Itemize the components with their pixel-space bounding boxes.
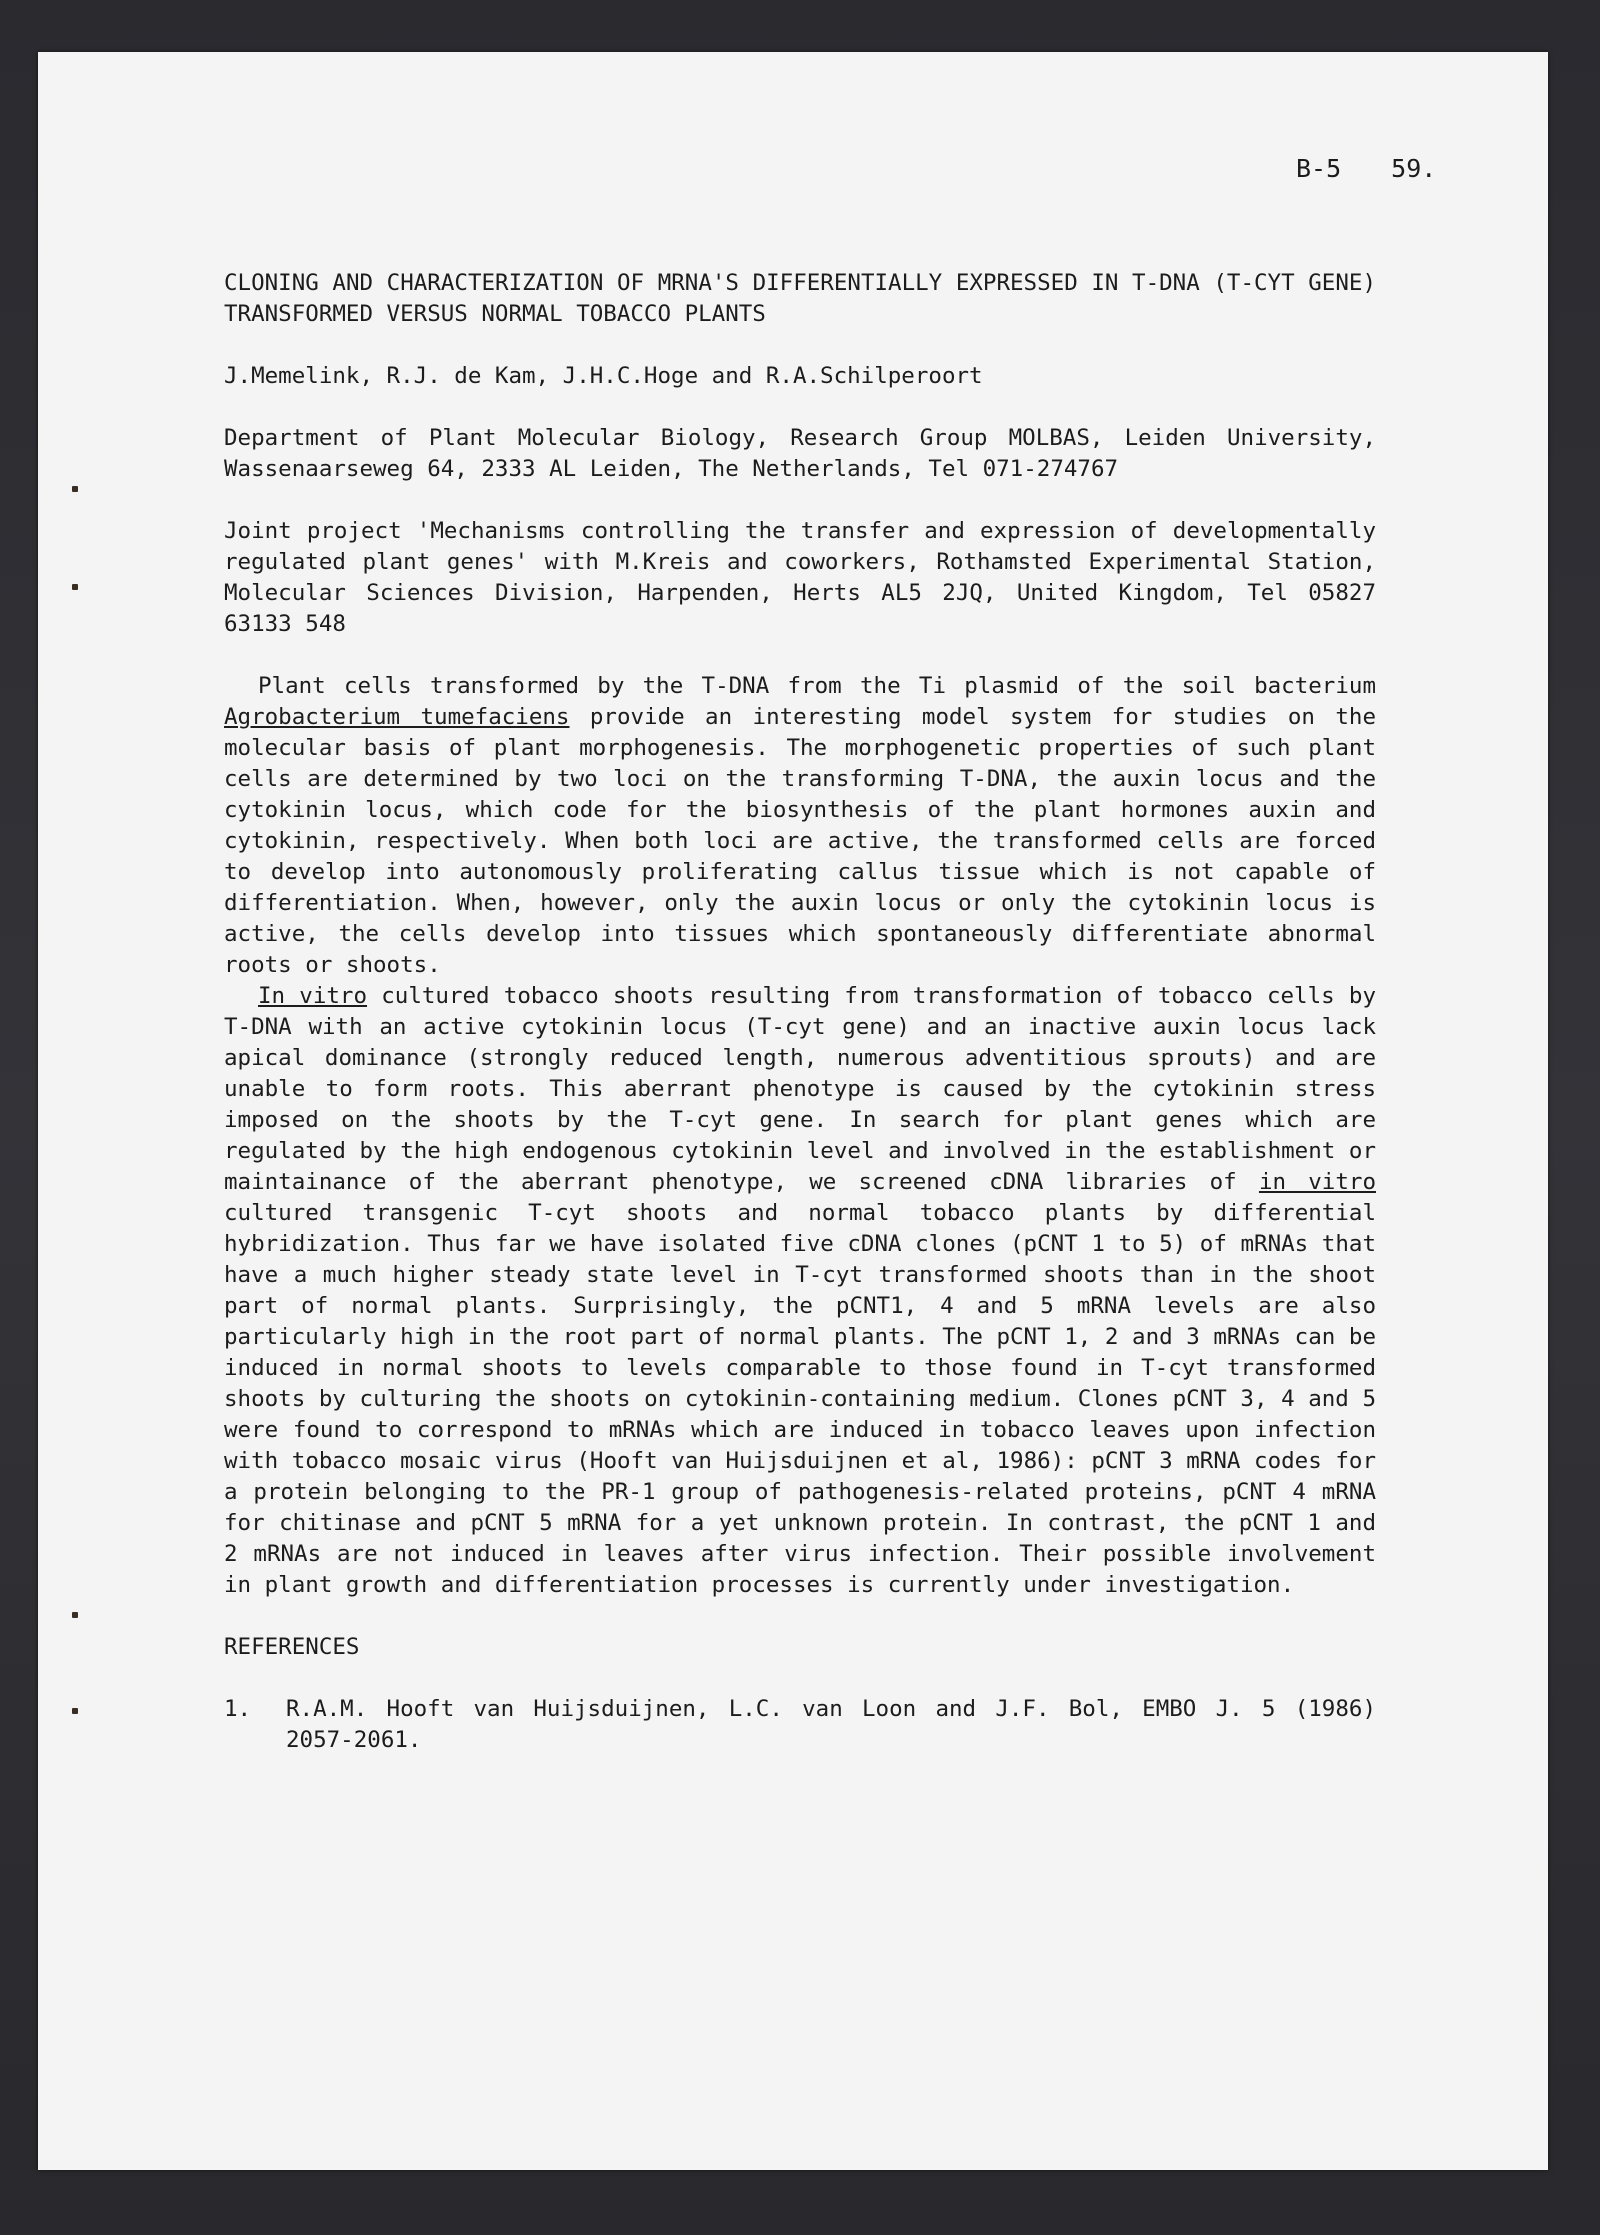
paragraph-findings-text-2: cultured transgenic T-cyt shoots and normal tobacco plants by differential hybridization. Thus far we have isolated five cDNA clones (pCNT 1 to 5) of mRNAs that have a much higher steady state level in T-cyt transformed shoots than in the shoot part of normal plants. Surprisingly, the pCNT1, 4 and 5 mRNA levels are also particularly high in the root part of normal plants. The pCNT 1, 2 and 3 mRNAs can be induced in normal shoots to levels comparable to those found in T-cyt transformed shoots by culturing the shoots on cytokinin-containing medium. Clones pCNT 3, 4 and 5 were found to correspond to mRNAs which are induced in tobacco leaves upon infection with tobacco mosaic virus (Hooft van Huijsduijnen et al, 1986): pCNT 3 mRNA codes for a protein belonging to the PR-1 group of pathogenesis-related proteins, pCNT 4 mRNA for chitinase and pCNT 5 mRNA for a yet unknown protein. In contrast, the pCNT 1 and 2 mRNAs are not induced in leaves after virus infection. Their possible involvement in plant growth and differentiation processes is currently under investigation. bbox=[224, 1200, 1376, 1598]
reference-item bbox=[224, 1694, 1376, 1756]
margin-mark bbox=[72, 1708, 78, 1714]
affiliation: Department of Plant Molecular Biology, Research Group MOLBAS, Leiden University, Wassenaarseweg 64, 2333 AL Leiden, The Netherlands, Tel 071-274767 bbox=[224, 425, 1376, 482]
margin-mark bbox=[72, 1612, 78, 1618]
joint-project-note: Joint project 'Mechanisms controlling the transfer and expression of developmentally regulated plant genes' with M.Kreis and coworkers, Rothamsted Experimental Station, Molecular Sciences Division, Harpenden, Herts AL5 2JQ, United Kingdom, Tel 05827 63133 548 bbox=[224, 518, 1376, 637]
paragraph-intro-text-2: provide an interesting model system for studies on the molecular basis of plant morphogenesis. The morphogenetic properties of such plant cells are determined by two loci on the transforming T-DNA, the auxin locus and the cytokinin locus, which code for the biosynthesis of the plant hormones auxin and cytokinin, respectively. When both loci are active, the transformed cells are forced to develop into autonomously proliferating callus tissue which is not capable of differentiation. When, however, only the auxin locus or only the cytokinin locus is active, the cells develop into tissues which spontaneously differentiate abnormal roots or shoots. bbox=[224, 704, 1376, 978]
abstract-title: CLONING AND CHARACTERIZATION OF MRNA'S DIFFERENTIALLY EXPRESSED IN T-DNA (T-CYT GENE) TRANSFORMED VERSUS NORMAL TOBACCO PLANTS bbox=[224, 270, 1376, 327]
abstract-body bbox=[224, 268, 1376, 1756]
page-identifier bbox=[1296, 154, 1436, 183]
paragraph-intro-text-1: Plant cells transformed by the T-DNA from the Ti plasmid of the soil bacterium bbox=[258, 673, 1376, 699]
reference-text: R.A.M. Hooft van Huijsduijnen, L.C. van Loon and J.F. Bol, EMBO J. 5 (1986) 2057-2061. bbox=[286, 1696, 1376, 1753]
section-code: B-5 bbox=[1296, 154, 1342, 183]
paragraph-findings-text-1: cultured tobacco shoots resulting from transformation of tobacco cells by T-DNA with an active cytokinin locus (T-cyt gene) and an inactive auxin locus lack apical dominance (strongly reduced length, numerous adventitious sprouts) and are unable to form roots. This aberrant phenotype is caused by the cytokinin stress imposed on the shoots by the T-cyt gene. In search for plant genes which are regulated by the high endogenous cytokinin level and involved in the establishment or maintainance of the aberrant phenotype, we screened cDNA libraries of bbox=[224, 983, 1376, 1195]
margin-mark bbox=[72, 486, 78, 492]
in-vitro-term: in vitro bbox=[1258, 1169, 1376, 1195]
species-name: Agrobacterium tumefaciens bbox=[224, 704, 570, 730]
author-list: J.Memelink, R.J. de Kam, J.H.C.Hoge and R.A.Schilperoort bbox=[224, 363, 983, 389]
in-vitro-term: In vitro bbox=[258, 983, 368, 1009]
reference-number: 1. bbox=[224, 1696, 252, 1722]
page-number: 59. bbox=[1391, 154, 1437, 183]
references-heading: REFERENCES bbox=[224, 1634, 360, 1660]
paragraph-findings bbox=[224, 981, 1376, 1601]
margin-mark bbox=[72, 584, 78, 590]
paragraph-intro bbox=[224, 671, 1376, 981]
